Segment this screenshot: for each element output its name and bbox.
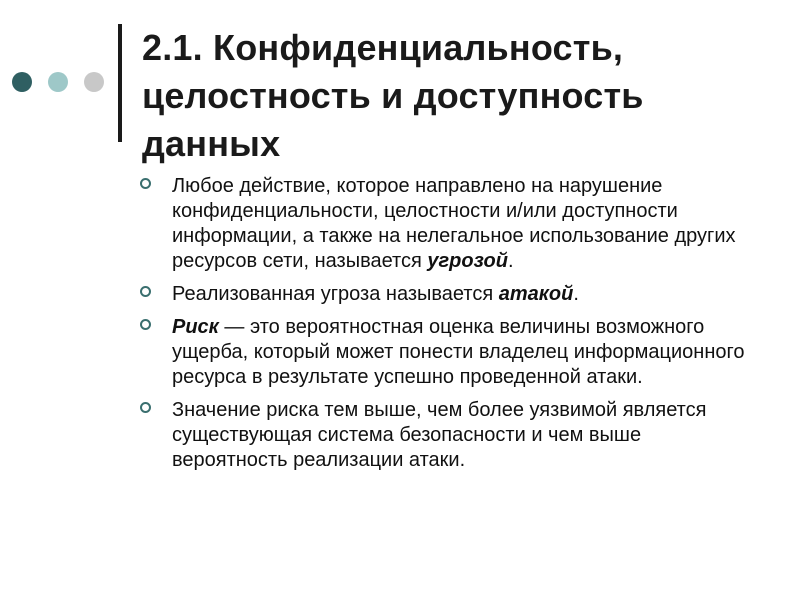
title-divider xyxy=(118,24,122,142)
bullet-circle-icon xyxy=(140,319,151,330)
bullet-text: Значение риска тем выше, чем более уязвимой является существующая система безопасности и чем выше вероятность реализации атаки. xyxy=(172,399,707,471)
slide-title xyxy=(142,24,782,168)
term-threat: угрозой xyxy=(427,250,508,272)
title-line-3: данных xyxy=(142,123,281,164)
bullet-item-risk-value xyxy=(140,398,760,473)
bullet-text: Любое действие, которое направлено на нарушение конфиденциальности, целостности и/или доступности информации, а также на нелегальное использование других ресурсов сети, называется xyxy=(172,175,736,272)
bullet-item-attack xyxy=(140,282,760,307)
bullet-item-threat xyxy=(140,174,760,274)
decorative-dots xyxy=(12,72,112,94)
term-attack: атакой xyxy=(498,283,574,305)
dot-gray-icon xyxy=(84,72,104,92)
dot-dark-teal-icon xyxy=(12,72,32,92)
bullet-circle-icon xyxy=(140,286,151,297)
bullet-item-risk xyxy=(140,315,760,390)
bullet-text: Реализованная угроза называется xyxy=(172,283,499,305)
bullet-text-end: . xyxy=(573,283,579,305)
dot-light-teal-icon xyxy=(48,72,68,92)
bullet-circle-icon xyxy=(140,178,151,189)
bullet-list xyxy=(140,174,760,481)
bullet-text-end: . xyxy=(507,250,514,272)
bullet-circle-icon xyxy=(140,402,151,413)
title-line-1: 2.1. Конфиденциальность, xyxy=(142,27,624,68)
bullet-text-end: — это вероятностная оценка величины возможного ущерба, который может понести владелец информационного ресурса в результате успешно проведенной атаки. xyxy=(172,316,745,388)
title-line-2: целостность и доступность xyxy=(142,75,644,116)
term-risk: Риск xyxy=(172,316,219,338)
